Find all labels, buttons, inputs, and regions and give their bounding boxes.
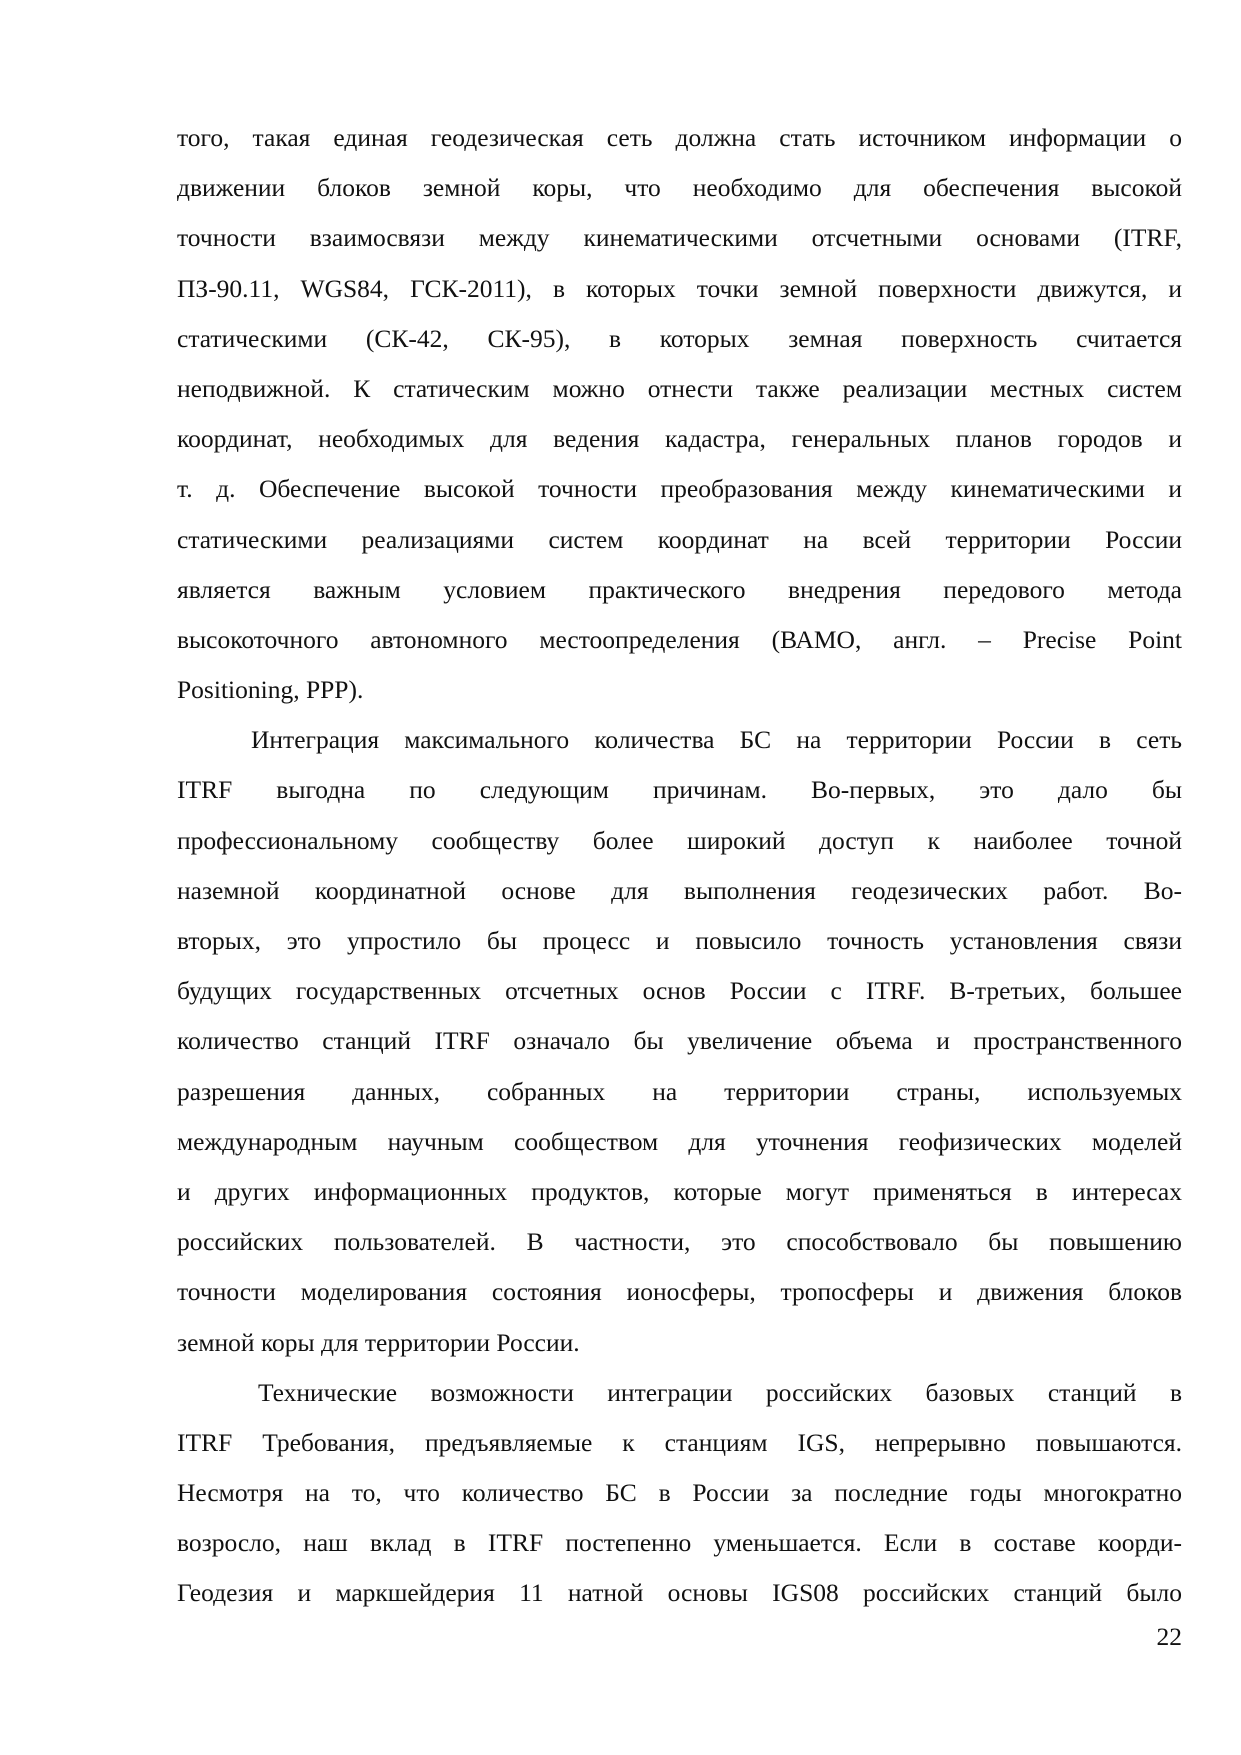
text-line: наземной координатной основе для выполнения геодезических работ. Во- (177, 875, 1182, 905)
text-line: ПЗ-90.11, WGS84, ГСК-2011), в которых точки земной поверхности движутся, и (177, 273, 1182, 303)
page-body (177, 113, 1182, 1619)
page-number: 22 (1156, 1622, 1182, 1651)
text-line: профессиональному сообществу более широкий доступ к наиболее точной (177, 825, 1182, 855)
text-line: Positioning, PPP). (177, 675, 364, 705)
text-line: Геодезия и маркшейдерия 11 натной основы IGS08 российских станций было (177, 1578, 1182, 1608)
text-line: высокоточного автономного местоопределения (ВАМО, англ. – Precise Point (177, 624, 1182, 654)
text-line: международным научным сообществом для уточнения геофизических моделей (177, 1126, 1182, 1156)
text-line: т. д. Обеспечение высокой точности преобразования между кинематическими и (177, 474, 1182, 504)
text-line: российских пользователей. В частности, это способствовало бы повышению (177, 1227, 1182, 1257)
text-line: ITRF выгодна по следующим причинам. Во-первых, это дало бы (177, 775, 1182, 805)
text-line: является важным условием практического внедрения передового метода (177, 574, 1182, 604)
text-line: Технические возможности интеграции российских базовых станций в (258, 1377, 1182, 1407)
text-line: земной коры для территории России. (177, 1327, 580, 1357)
text-line: точности взаимосвязи между кинематическими отсчетными основами (ITRF, (177, 223, 1182, 253)
text-line: Интеграция максимального количества БС на территории России в сеть (251, 725, 1182, 755)
paragraph-1 (177, 113, 1182, 715)
paragraph-3 (177, 1368, 1182, 1619)
text-line: возросло, наш вклад в ITRF постепенно уменьшается. Если в составе коорди- (177, 1528, 1182, 1558)
paragraph-2 (177, 715, 1182, 1367)
text-line: и других информационных продуктов, которые могут применяться в интересах (177, 1176, 1182, 1206)
text-line: координат, необходимых для ведения кадастра, генеральных планов городов и (177, 424, 1182, 454)
text-line: Несмотря на то, что количество БС в России за последние годы многократно (177, 1478, 1182, 1508)
text-line: будущих государственных отсчетных основ России с ITRF. В-третьих, большее (177, 976, 1182, 1006)
text-line: неподвижной. К статическим можно отнести также реализации местных систем (177, 373, 1182, 403)
text-line: движении блоков земной коры, что необходимо для обеспечения высокой (177, 173, 1182, 203)
text-line: точности моделирования состояния ионосферы, тропосферы и движения блоков (177, 1277, 1182, 1307)
text-line: разрешения данных, собранных на территории страны, используемых (177, 1076, 1182, 1106)
text-line: статическими реализациями систем координат на всей территории России (177, 524, 1182, 554)
text-line: статическими (СК-42, СК-95), в которых земная поверхность считается (177, 323, 1182, 353)
text-line: ITRF Требования, предъявляемые к станциям IGS, непрерывно повышаются. (177, 1427, 1182, 1457)
text-line: количество станций ITRF означало бы увеличение объема и пространственного (177, 1026, 1182, 1056)
text-line: того, такая единая геодезическая сеть должна стать источником информации о (177, 123, 1182, 152)
text-line: вторых, это упростило бы процесс и повысило точность установления связи (177, 926, 1182, 955)
